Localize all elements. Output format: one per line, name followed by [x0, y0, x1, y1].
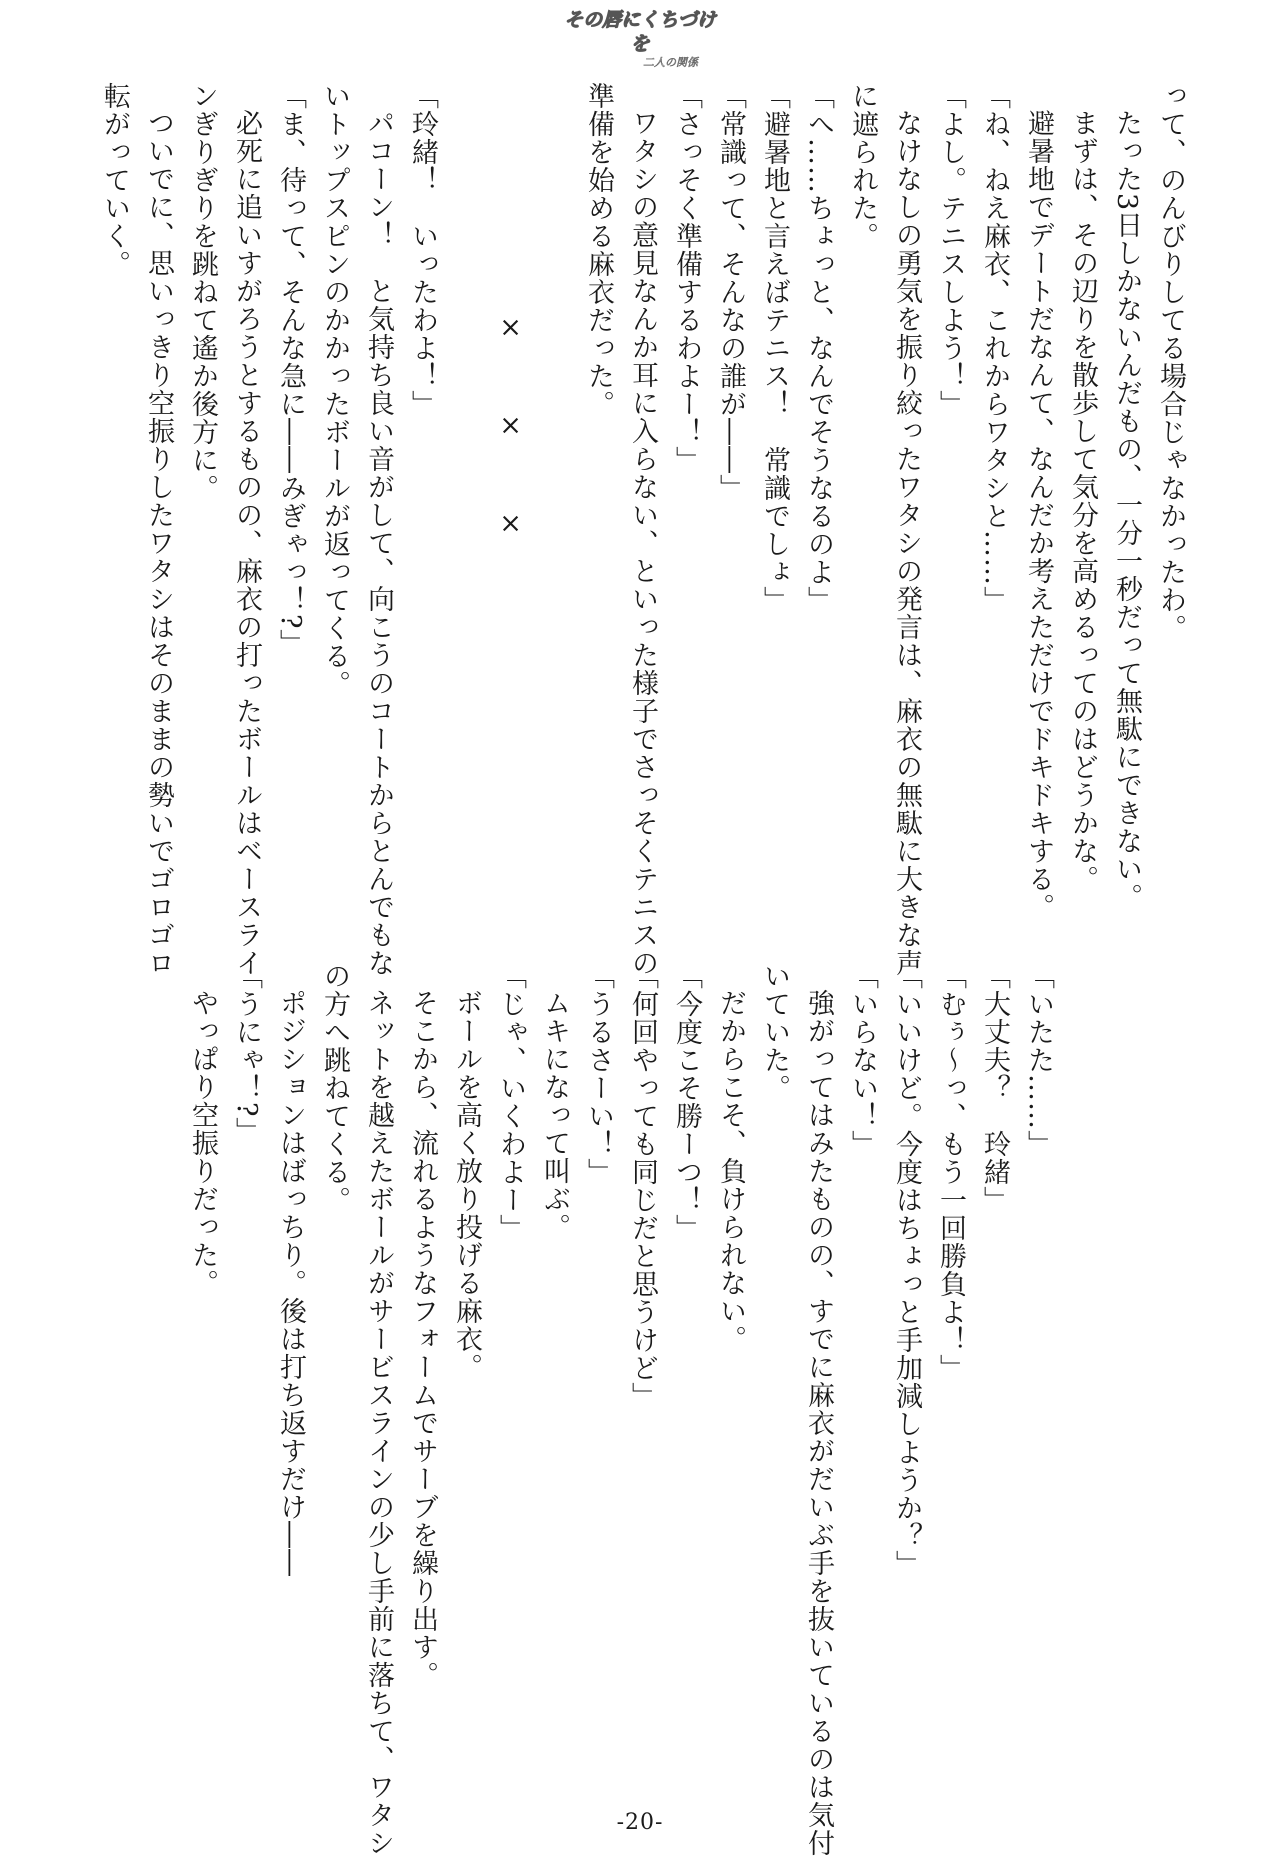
text-line: 「いいけど。今度はちょっと手加減しようか？」 — [891, 962, 922, 1578]
text-line: 「避暑地と言えばテニス！ 常識でしょ」 — [759, 82, 790, 614]
text-line: 「今度こそ勝ーつ！」 — [671, 962, 702, 1242]
text-block-upper — [92, 82, 1192, 977]
text-line: ムキになって叫ぶ。 — [539, 989, 570, 1241]
text-line — [444, 82, 488, 882]
text-line: 準備を始める麻衣だった。 — [583, 82, 614, 418]
text-line — [532, 82, 576, 882]
text-line: なけなしの勇気を振り絞ったワタシの発言は、麻衣の無駄に大きな声 — [891, 109, 922, 977]
text-line: 「よし。テニスしよう！」 — [935, 82, 966, 418]
text-line: たった3日しかないんだもの、一分一秒だって無駄にできない。 — [1111, 109, 1142, 912]
text-line: 「うるさーい！」 — [583, 962, 614, 1186]
text-line: だからこそ、負けられない。 — [715, 989, 746, 1353]
logo-title: その唇にくちづけを — [564, 9, 716, 55]
text-line: 「いたた……」 — [1023, 962, 1054, 1158]
text-line: ワタシの意見なんか耳に入らない、といった様子でさっそくテニスの — [627, 109, 658, 977]
text-line: 「むぅ～っ、もう一回勝負よ！」 — [935, 962, 966, 1382]
text-line: 「何回やっても同じだと思うけど」 — [627, 962, 658, 1410]
text-line: 避暑地でデートだなんて、なんだか考えただけでドキドキする。 — [1023, 109, 1054, 921]
text-line: の方へ跳ねてくる。 — [319, 962, 350, 1214]
text-line: 「うにゃ！?」 — [231, 962, 262, 1146]
text-line: って、のんびりしてる場合じゃなかったわ。 — [1155, 82, 1186, 642]
text-line: 転がっていく。 — [99, 82, 130, 278]
text-line: ボールを高く放り投げる麻衣。 — [451, 989, 482, 1381]
header-logo — [560, 8, 720, 69]
text-line: 「玲緒！ いったわよ！」 — [407, 82, 438, 418]
text-line: 「常識って、そんなの誰が――」 — [715, 82, 746, 502]
text-line: 「へ……ちょっと、なんでそうなるのよ」 — [803, 82, 834, 614]
text-line: 「ね、ねえ麻衣、これからワタシと……」 — [979, 82, 1010, 614]
text-line: に遮られた。 — [847, 82, 878, 250]
text-line: いトップスピンのかかったボールが返ってくる。 — [319, 82, 350, 698]
page-number: -20- — [616, 1810, 664, 1835]
text-line: ンぎりぎりを跳ねて遙か後方に。 — [187, 82, 218, 502]
text-line: 「じゃ、いくわよー」 — [495, 962, 526, 1242]
text-line: 強がってはみたものの、すでに麻衣がだいぶ手を抜いているのは気付 — [803, 989, 834, 1857]
text-line: 「大丈夫？ 玲緒」 — [979, 962, 1010, 1214]
text-line: ポジションはばっちり。後は打ち返すだけ―― — [275, 989, 306, 1577]
text-line: やっぱり空振りだった。 — [187, 989, 218, 1297]
text-line: そこから、流れるようなフォームでサーブを繰り出す。 — [407, 989, 438, 1689]
text-line: ついでに、思いっきり空振りしたワタシはそのままの勢いでゴロゴロ — [143, 109, 174, 977]
logo-subtitle: 二人の関係 — [643, 56, 698, 69]
text-line: × × × — [495, 312, 526, 559]
text-line: ネットを越えたボールがサービスラインの少し手前に落ちて、ワタシ — [363, 989, 394, 1857]
text-line: 「ま、待って、そんな急に――みぎゃっ！?」 — [275, 82, 306, 658]
text-line: パコーン！ と気持ち良い音がして、向こうのコートからとんでもな — [363, 109, 394, 977]
text-line: まずは、その辺りを散歩して気分を高めるってのはどうかな。 — [1067, 109, 1098, 893]
text-line: いていた。 — [759, 962, 790, 1102]
text-line: 必死に追いすがろうとするものの、麻衣の打ったボールはベースライ — [231, 109, 262, 977]
text-line: 「さっそく準備するわよー！」 — [671, 82, 702, 474]
text-line: 「いらない！」 — [847, 962, 878, 1158]
